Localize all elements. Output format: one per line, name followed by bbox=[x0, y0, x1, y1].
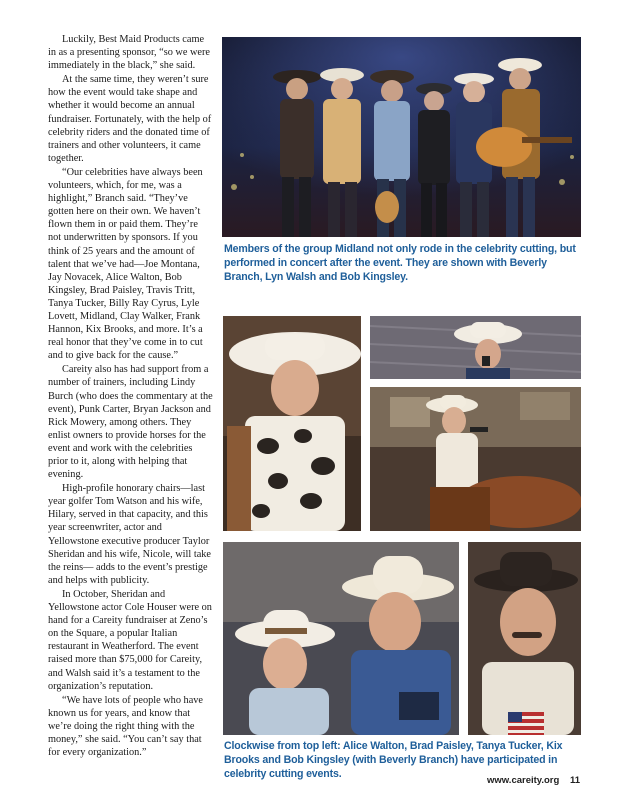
photo-alice-walton-image bbox=[223, 316, 361, 531]
paragraph: At the same time, they weren’t sure how the event would take shape and whether it would become an annual fundraiser. Fortunately, with the help of celebrity riders and the donated time of trainers and other volunteers, it came together. bbox=[48, 74, 212, 164]
photo-tanya-tucker bbox=[370, 387, 581, 531]
article-column bbox=[48, 33, 213, 760]
paragraph: “Our celebrities have always been volunteers, which, for me, was a highlight,” Branch said. “They’ve gotten here on their own. We haven’t flown them in or paid them. They’re not underwritten by sponsors. If you think of 25 years and the amount of talent that we’ve had—Joe Montana, Jay Novacek, Alice Walton, Bob Kingsley, Brad Paisley, Travis Tritt, Tanya Tucker, Billy Ray Cyrus, Lyle Lovett, Midland, Clay Walker, Frank Hannon, Kix Brooks, and more. It’s a real honor that they’ve come in to cut and to give back for the cause.” bbox=[48, 166, 203, 362]
photo-midland-band bbox=[222, 37, 581, 237]
photo-bob-kingsley bbox=[468, 542, 581, 735]
photo-brad-paisley-image bbox=[370, 316, 581, 379]
page-number: 11 bbox=[569, 775, 580, 786]
paragraph: Careity also has had support from a number of trainers, including Lindy Burch (who does the commentary at the event), Punk Carter, Bryan Jackson and Rick Mowery, among others. They enlist owners to provide horses for the event and work with the celebrities prior to it, along with helping that evening. bbox=[48, 364, 213, 481]
footer-url: www.careity.org bbox=[486, 775, 560, 786]
photo-bob-kingsley-image bbox=[468, 542, 581, 735]
paragraph: High-profile honorary chairs—last year golfer Tom Watson and his wife, Hilary, served in that capacity, and this year screenwriter, actor and Yellowstone executive producer Taylor Sheridan and his wife, Nicole, will take the reins— adds to the event’s prestige and helps with publicity. bbox=[48, 483, 211, 586]
caption-bottom: Clockwise from top left: Alice Walton, Brad Paisley, Tanya Tucker, Kix Brooks and Bob Kingsley (with Beverly Branch) have participated in celebrity cutting events. bbox=[224, 740, 563, 780]
photo-alice-walton bbox=[223, 316, 361, 531]
photo-midland-band-image bbox=[222, 37, 581, 237]
caption-top: Members of the group Midland not only rode in the celebrity cutting, but performed in concert after the event. They are shown with Beverly Branch, Lyn Walsh and Bob Kingsley. bbox=[224, 243, 576, 283]
paragraph: Luckily, Best Maid Products came in as a presenting sponsor, “so we were immediately in the black,” she said. bbox=[48, 34, 211, 72]
photo-kix-brooks-beverly-branch-image bbox=[223, 542, 459, 735]
paragraph: “We have lots of people who have known us for years, and know that we’re doing the right thing with the money,” she said. “You can’t say that for every organization.” bbox=[48, 694, 203, 759]
photo-kix-brooks-beverly-branch bbox=[223, 542, 459, 735]
photo-tanya-tucker-image bbox=[370, 387, 581, 531]
paragraph: In October, Sheridan and Yellowstone actor Cole Houser were on hand for a Careity fundraiser at Zeno’s on the Square, a popular Italian restaurant in Weatherford. The event raised more than $75,000 for Careity, and Walsh said it’s a testament to the organization’s reputation. bbox=[48, 588, 212, 692]
photo-brad-paisley bbox=[370, 316, 581, 379]
page-footer bbox=[487, 775, 580, 786]
